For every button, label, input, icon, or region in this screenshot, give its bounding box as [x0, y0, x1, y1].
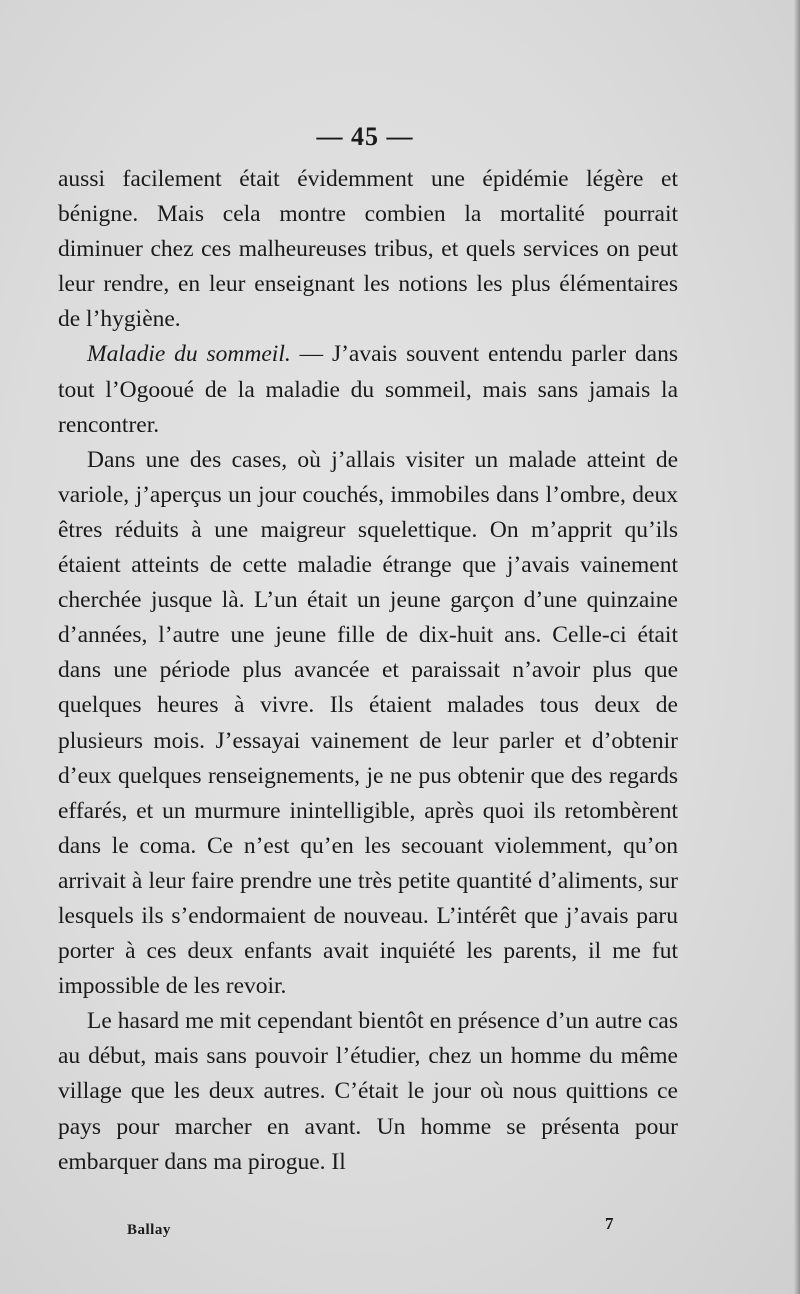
- section-heading-maladie-du-sommeil: Maladie du sommeil.: [87, 341, 291, 368]
- paragraph-4: [58, 1004, 678, 1179]
- signature-mark: 7: [605, 1214, 614, 1233]
- page-footer: [0, 1214, 800, 1244]
- paragraph-3-text: Dans une des cases, où j’allais visiter un malade atteint de variole, j’aperçus un jour couchés, immobiles dans l’ombre, deux êtres réduits à une maigreur squelettique. On m’apprit qu’ils étaient atteints de cette maladie étrange que j’avais vainement cherchée jusque là. L’un était un jeune garçon d’une quinzaine d’années, l’autre une jeune fille de dix-huit ans. Celle-ci était dans une période plus avancée et paraissait n’avoir plus que quelques heures à vivre. Ils étaient malades tous deux de plusieurs mois. J’essayai vainement de leur parler et d’obtenir d’eux quelques renseignements, je ne pus obtenir que des regards effarés, et un murmure inintelligible, après quoi ils retombèrent dans le coma. Ce n’est qu’en les secouant violemment, qu’on arrivait à leur faire prendre une très petite quantité d’aliments, sur lesquels ils s’endormaient de nouveau. L’intérêt que j’avais paru porter à ces deux enfants avait inquiété les parents, il me fut impossible de les revoir.: [58, 446, 678, 1000]
- body-text: [58, 162, 678, 1180]
- paragraph-3: [58, 443, 678, 1005]
- page-number: — 45 —: [316, 122, 414, 151]
- paragraph-2: [58, 337, 678, 442]
- paragraph-1-text: aussi facilement était évidemment une épidémie légère et bénigne. Mais cela montre combien la mortalité pourrait diminuer chez ces malheureuses tribus, et quels services on peut leur rendre, en leur enseignant les notions les plus élémentaires de l’hygiène.: [58, 166, 678, 333]
- paragraph-1: [58, 162, 678, 337]
- paragraph-2-text: — J’avais souvent entendu parler dans tout l’Ogooué de la maladie du sommeil, mais sans jamais la rencontrer.: [58, 341, 678, 438]
- footer-author: Ballay: [127, 1222, 171, 1238]
- paragraph-4-text: Le hasard me mit cependant bientôt en présence d’un autre cas au début, mais sans pouvoir l’étudier, chez un homme du même village que les deux autres. C’était le jour où nous quittions ce pays pour marcher en avant. Un homme se présenta pour embarquer dans ma pirogue. Il: [58, 1008, 678, 1175]
- page-edge-shadow: [794, 0, 800, 1294]
